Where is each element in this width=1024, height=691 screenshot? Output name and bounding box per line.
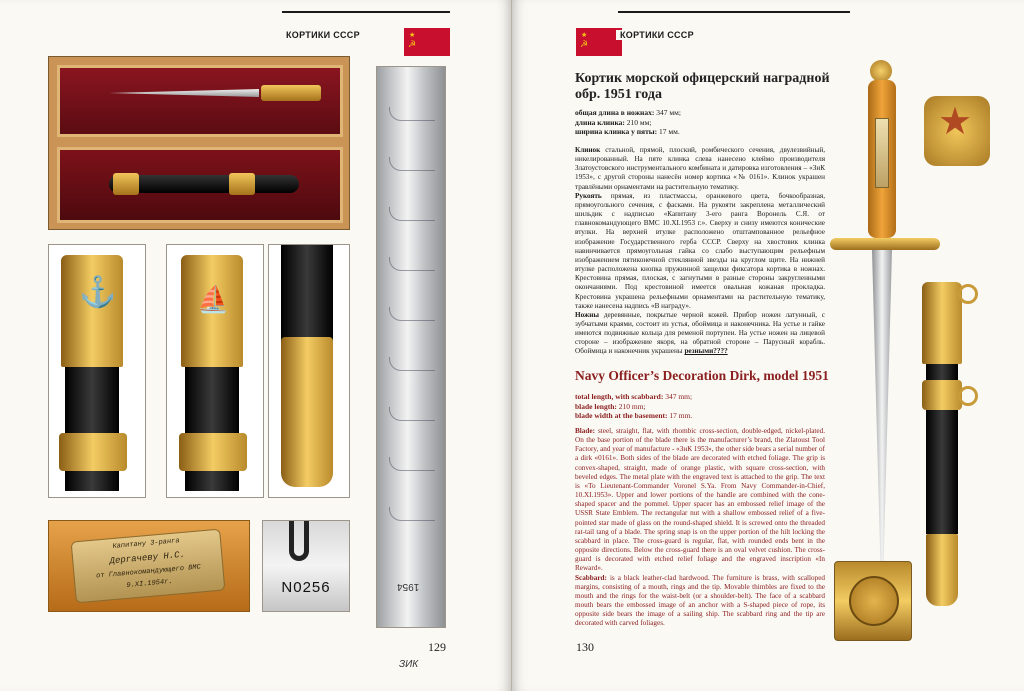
spec-label: длина клинка: [575, 117, 625, 127]
engraved-plate-photo [48, 520, 250, 612]
spec-row [575, 118, 835, 128]
scabbard-anchor-photo [48, 244, 146, 498]
serial-number: N0256 [281, 579, 331, 596]
ussr-crest [849, 576, 899, 626]
spec-label: blade length: [575, 401, 617, 411]
etched-ornament [389, 357, 435, 371]
scabbard-label-ru: Ножны [575, 310, 599, 319]
scabbard-label-en: Scabbard: [575, 573, 607, 582]
etched-ornament [389, 507, 435, 521]
state-emblem-detail [834, 561, 912, 641]
spec-row [575, 411, 835, 421]
spec-label: общая длина в ножнах: [575, 108, 655, 117]
dirk-cross-guard [830, 238, 940, 250]
ussr-flag-left [404, 28, 450, 56]
scabbard-ship-photo [166, 244, 264, 498]
hilt-label-ru: Рукоять [575, 191, 602, 200]
article-title-en: Navy Officer’s Decoration Dirk, model 1951 [575, 368, 829, 383]
scabbard-leather [65, 367, 119, 491]
spec-row [575, 392, 835, 402]
scabbard-text-ru: деревянные, покрытые черной кожей. Прибор ножен латунный, с зубчатыми краями, состоит из устья, обоймица и наконечника. На устье и гайке имеются подвижные кольца для ременой портупеи. На устье ножен на лицевой стороне – изображение якоря, на обратной стороне – Парусный корабль. Обоймица и наконечник украшены [575, 310, 826, 356]
specs-en [575, 392, 835, 421]
scabbard-tail-ru: резными???? [684, 347, 728, 356]
scabbard-text-en: is a black leather-clad hardwood. The furniture is brass, with scalloped margins, consisting of a mouth, rings and the tip. Movable thimbles are fixed to the mouth and the rings for the waist-belt (or a shoulder-belt). The face of a scabbard mouth bears the embossed image of an anchor with a S-shaped piece of rope, its opposite side bears the image of a sailing ship. The scabbard ring and the tip are decorated with carved foliages. [575, 573, 826, 628]
serial-stamp-photo [262, 520, 350, 612]
spec-label: ширина клинка у пяты: [575, 127, 658, 136]
brass-plate [71, 529, 226, 604]
star-icon: ★ [581, 31, 588, 39]
hilt-text-ru: прямая, из пластмассы, оранжевого цвета, бочкообразная, прямоугольного сечения, с фасками. На рукояти закреплена металлический шильдик с надписью «Капитану 3-его ранга Воронель С.Я. от главнокомандующего ВМС 10.XI.1953 г.». Сверху и снизу имеются конические втулки. На верхней втулке расположено отштампованное рельефное изображение Государственного герба СССР. Сверху на хвостовик клинка навинчивается прямоугольная гайка со слабо выступающим рельефным изображением пятиконечной стеклянной звезды на круглом щите. На нижней втулке расположена кнопка пружинной защелки фиксатора кортика в ножнах. Крестовина прямая, плоская, с загнутыми в разные стороны закругленными окончаниями. Под крестовиной имеется овальная кожаная прокладка. Крестовина украшена рельефными орнаментами на растительную тематику, также нанесена надпись «В награду». [575, 191, 825, 310]
scabbard-tip-photo [268, 244, 350, 498]
etched-ornament [389, 407, 435, 421]
hammer-sickle-icon: ☭ [408, 39, 417, 49]
spec-value: 17 mm. [669, 411, 693, 420]
article-title-ru: Кортик морской офицерский наградной обр. 1951 года [575, 71, 830, 102]
star-icon: ★ [938, 101, 973, 143]
sailing-ship-icon: ⛵ [197, 285, 230, 314]
hammer-sickle-icon: ☭ [580, 39, 589, 49]
plate-line-2: Дергачеву Н.С. [109, 549, 186, 567]
scabbard-leather [281, 245, 333, 341]
band-fitting [59, 433, 127, 471]
description-ru [575, 146, 825, 357]
plate-line-4: 9.XI.1954г. [126, 577, 173, 590]
blade-text-en: steel, straight, flat, with rhombic cross-section, double-edged, nickel-plated. On the base portion of the blade there is the manufacturer’s brand, the Zlatoust Tool Factory, and year of manufacture - «ЗиК 1953», the other side bears a serial number of a dirk «0161». Both sides of the blade are decorated with etched foliage. The grip is convex-shaped, straight, made of orange plastic, with square cross-section, with beveled edges. The metal plate with the engraved text is attached to the grip. The text is «To Lieutenant-Commander Voronel S.Ya. From Navy Commander-in-Chief, 10.XI.1953». Upper and lower portions of the handle are combined with the cone-shaped spacer and the pommel. Upper spacer has an embossed relief image of the USSR State Emblem. The rectangular nut with a shallow embossed relief of a five-pointed star made of glass on the round-shaped shield. It is screwed onto the threaded rat-tail tang of a blade. The spring snap is on the upper portion of the hilt locking the scabbard in place. The cross-guard is regular, flat, with rounded ends bent in the opposite directions. Below the cross-guard there is an oval velvet cushion. The cross-guard is decorated with etched relief foliage and the engraved inscription «In Reward». [575, 427, 826, 573]
page-number-left: 129 [428, 640, 446, 654]
blade-label-en: Blade: [575, 427, 595, 435]
spec-value: 17 мм. [659, 127, 680, 136]
case-lid [57, 65, 343, 137]
header-rule-right [618, 11, 850, 13]
scabbard-mouth [922, 282, 962, 364]
spec-value: 210 мм; [626, 117, 652, 127]
band-fitting [179, 433, 247, 471]
etched-ornament [389, 457, 435, 471]
etched-ornament [389, 257, 435, 271]
star-icon: ★ [409, 31, 416, 39]
spec-row [575, 127, 835, 137]
section-title-right: КОРТИКИ СССР [616, 30, 698, 40]
scabbard-leather [185, 367, 239, 491]
header-right [574, 28, 744, 56]
etched-ornament [389, 157, 435, 171]
scabbard-band [922, 380, 962, 410]
dirk-hilt [261, 85, 321, 101]
blade-text-ru: стальной, прямой, плоский, ромбического сечения, двулезвийный, никелированный. На пяте клинка слева нанесено клеймо производителя Златоустовского инструментального комбината и датировка изготовления – «ЗиК 1953», с другой стороны нанесён номер кортика «№ 0161». Клинок украшен травлёными орнаментами на растительную тематику. [575, 146, 825, 191]
spec-row [575, 108, 835, 118]
anchor-icon: ⚓ [79, 276, 117, 309]
spec-row [575, 402, 835, 412]
spec-value: 210 mm; [618, 401, 646, 411]
tang-hook [289, 521, 309, 561]
presentation-case-photo [48, 56, 350, 230]
blade-maker-mark: ЗИК [399, 659, 419, 670]
plate-line-1: Капитану 3-ранга [112, 537, 180, 551]
spec-value: 347 мм; [656, 108, 681, 117]
specs-ru [575, 108, 835, 137]
spec-label: blade width at the basement: [575, 411, 668, 420]
mouth-fitting [61, 255, 123, 367]
pommel-star-detail [924, 96, 990, 166]
etched-ornament [389, 307, 435, 321]
blade-label-ru: Клинок [575, 146, 601, 154]
scabbard-ring [958, 284, 978, 304]
blade-year-mark: 1954 [397, 581, 420, 592]
scabbard-band-fitting [229, 173, 255, 195]
description-en [575, 427, 825, 628]
dirk-full-photo [830, 56, 1012, 646]
header-rule-left [282, 11, 450, 13]
plate-line-3: от Главнокомандующего ВМС [95, 563, 202, 581]
scabbard-mouth-fitting [113, 173, 139, 195]
section-title-left: КОРТИКИ СССР [282, 30, 364, 40]
dirk-grip-plate [875, 118, 889, 188]
spec-label: total length, with scabbard: [575, 392, 664, 401]
tip-fitting [281, 337, 333, 487]
scabbard-ring [958, 386, 978, 406]
page-number-right: 130 [576, 640, 594, 654]
etched-ornament [389, 207, 435, 221]
dirk-pommel [870, 60, 892, 82]
etched-ornament [389, 107, 435, 121]
spec-value: 347 mm; [665, 392, 693, 401]
scabbard-tip [926, 534, 958, 606]
